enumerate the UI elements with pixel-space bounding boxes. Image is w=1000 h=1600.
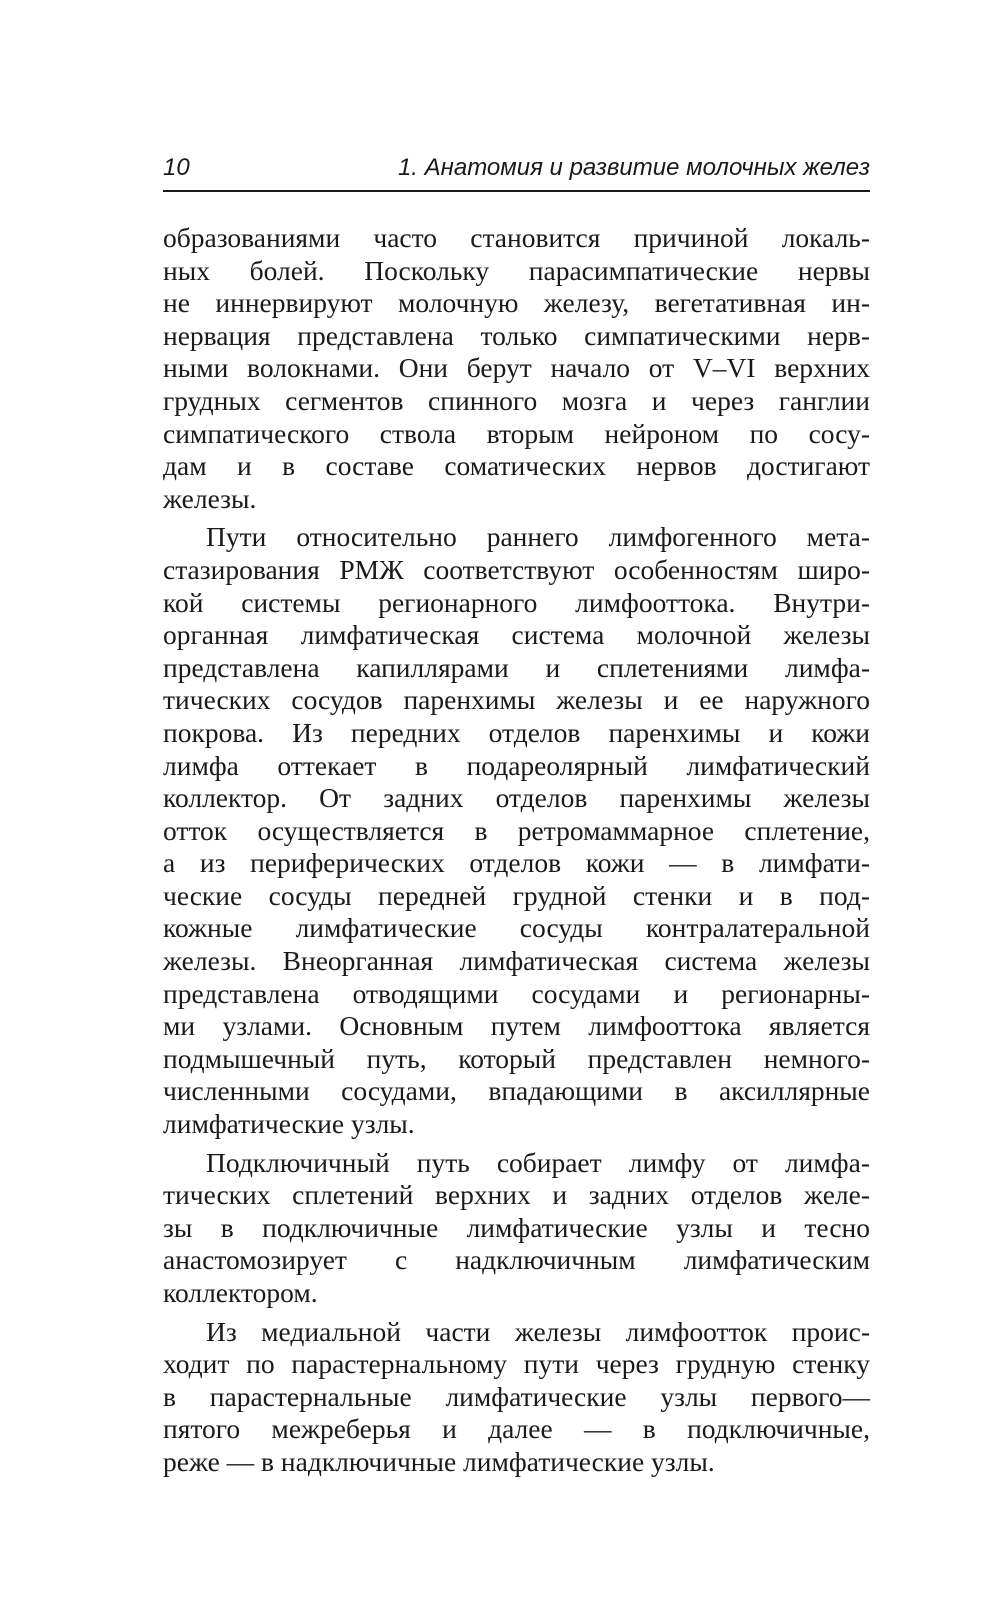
text-line: а из периферических отделов кожи — в лимфати- [163, 847, 870, 879]
text-line: коллектором. [163, 1277, 318, 1308]
text-line: численными сосудами, впадающими в аксиллярные [163, 1075, 870, 1107]
text-line: представлена отводящими сосудами и регионарны- [163, 977, 870, 1009]
text-line: отток осуществляется в ретромаммарное сплетение, [163, 814, 870, 846]
text-line: покрова. Из передних отделов паренхимы и кожи [163, 716, 870, 748]
text-line: нервация представлена только симпатическими нерв- [163, 319, 870, 351]
text-line: зы в подключичные лимфатические узлы и тесно [163, 1211, 870, 1243]
running-title: 1. Анатомия и развитие молочных желез [397, 154, 870, 181]
text-line: кой системы регионарного лимфооттока. Внутри- [163, 586, 870, 618]
text-line: образованиями часто становится причиной локаль- [163, 222, 870, 253]
text-line: ными волокнами. Они берут начало от V–VI верхних [163, 352, 870, 384]
text-line: кожные лимфатические сосуды контралатеральной [163, 912, 870, 944]
paragraph [163, 222, 870, 515]
text-line: железы. [163, 482, 257, 514]
text-line: дам и в составе соматических нервов достигают [163, 450, 870, 482]
text-line: железы. Внеорганная лимфатическая система железы [163, 945, 870, 977]
running-header [163, 150, 870, 192]
text-line: тических сосудов паренхимы железы и ее наружного [163, 684, 870, 716]
body-text [163, 222, 870, 1485]
text-line: представлена капиллярами и сплетениями лимфа- [163, 651, 870, 683]
text-line: органная лимфатическая система молочной железы [163, 619, 870, 651]
text-line: тических сплетений верхних и задних отделов желе- [163, 1179, 870, 1211]
text-line: анастомозирует с надключичным лимфатическим [163, 1244, 870, 1276]
text-line: Пути относительно раннего лимфогенного мета- [206, 521, 870, 553]
text-line: стазирования РМЖ соответствуют особенностям широ- [163, 553, 870, 585]
text-line: ми узлами. Основным путем лимфооттока является [163, 1010, 870, 1042]
text-line: коллектор. От задних отделов паренхимы железы [163, 782, 870, 814]
paragraph [163, 521, 870, 1140]
text-line: реже — в надключичные лимфатические узлы. [163, 1445, 715, 1477]
paragraph [163, 1316, 870, 1479]
text-line: не иннервируют молочную железу, вегетативная ин- [163, 287, 870, 319]
text-line: симпатического ствола вторым нейроном по сосу- [163, 417, 870, 449]
text-line: лимфатические узлы. [163, 1108, 415, 1140]
text-line: в парастернальные лимфатические узлы первого— [163, 1380, 870, 1412]
text-line: Из медиальной части железы лимфоотток проис- [206, 1315, 870, 1347]
page-number: 10 [163, 154, 190, 181]
paragraph [163, 1147, 870, 1310]
text-line: грудных сегментов спинного мозга и через ганглии [163, 384, 870, 416]
text-line: пятого межреберья и далее — в подключичные, [163, 1413, 870, 1445]
text-line: лимфа оттекает в подареолярный лимфатический [163, 749, 870, 781]
text-line: ческие сосуды передней грудной стенки и в под- [163, 879, 870, 911]
text-line: подмышечный путь, который представлен немного- [163, 1042, 870, 1074]
text-line: Подключичный путь собирает лимфу от лимфа- [206, 1146, 870, 1178]
text-line: ходит по парастернальному пути через грудную стенку [163, 1348, 870, 1380]
text-line: ных болей. Поскольку парасимпатические нервы [163, 254, 870, 286]
